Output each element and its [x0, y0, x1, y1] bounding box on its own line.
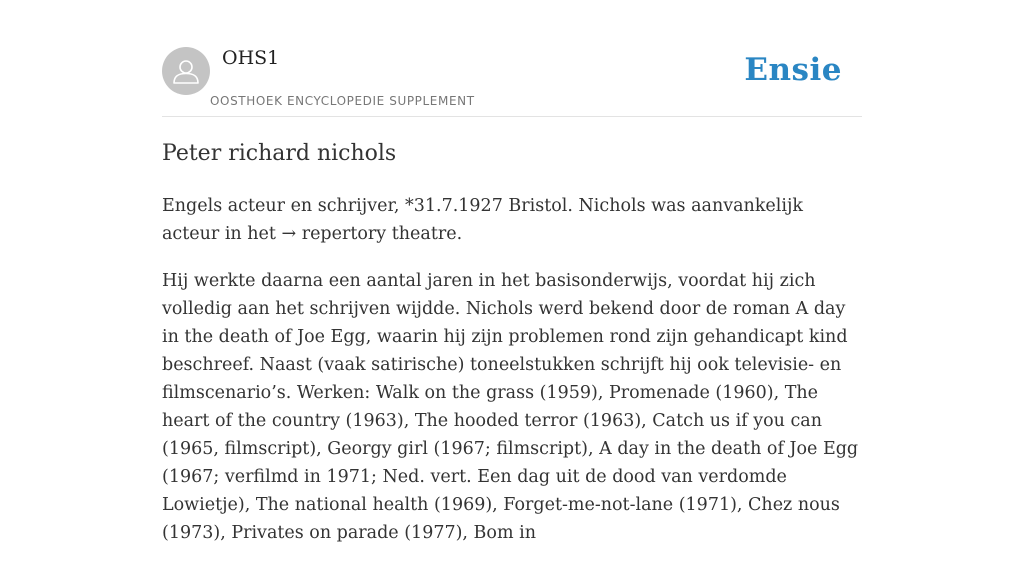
page-title: Peter richard nichols — [162, 141, 397, 166]
avatar[interactable] — [162, 47, 210, 95]
article-header — [162, 0, 862, 117]
article-body — [162, 192, 862, 566]
source-label[interactable]: OOSTHOEK ENCYCLOPEDIE SUPPLEMENT — [210, 94, 475, 108]
author-name[interactable]: OHS1 — [222, 47, 280, 69]
user-icon — [162, 47, 210, 95]
ensie-logo[interactable]: Ensie — [744, 52, 842, 88]
article-paragraph: Hij werkte daarna een aantal jaren in het basisonderwijs, voordat hij zich volledig aan het schrijven wijdde. Nichols werd bekend door de roman A day in the death of Joe Egg, waarin hij zijn problemen rond zijn gehandicapt kind beschreef. Naast (vaak satirische) toneelstukken schrijft hij ook televisie- en filmscenario’s. Werken: Walk on the grass (1959), Promenade (1960), The heart of the country (1963), The hooded terror (1963), Catch us if you can (1965, filmscript), Georgy girl (1967; filmscript), A day in the death of Joe Egg (1967; verfilmd in 1971; Ned. vert. Een dag uit de dood van verdomde Lowietje), The national health (1969), Forget-me-not-lane (1971), Chez nous (1973), Privates on parade (1977), Bom in — [162, 271, 859, 543]
article-paragraph: Engels acteur en schrijver, *31.7.1927 Bristol. Nichols was aanvankelijk acteur in het → repertory theatre. — [162, 196, 804, 244]
